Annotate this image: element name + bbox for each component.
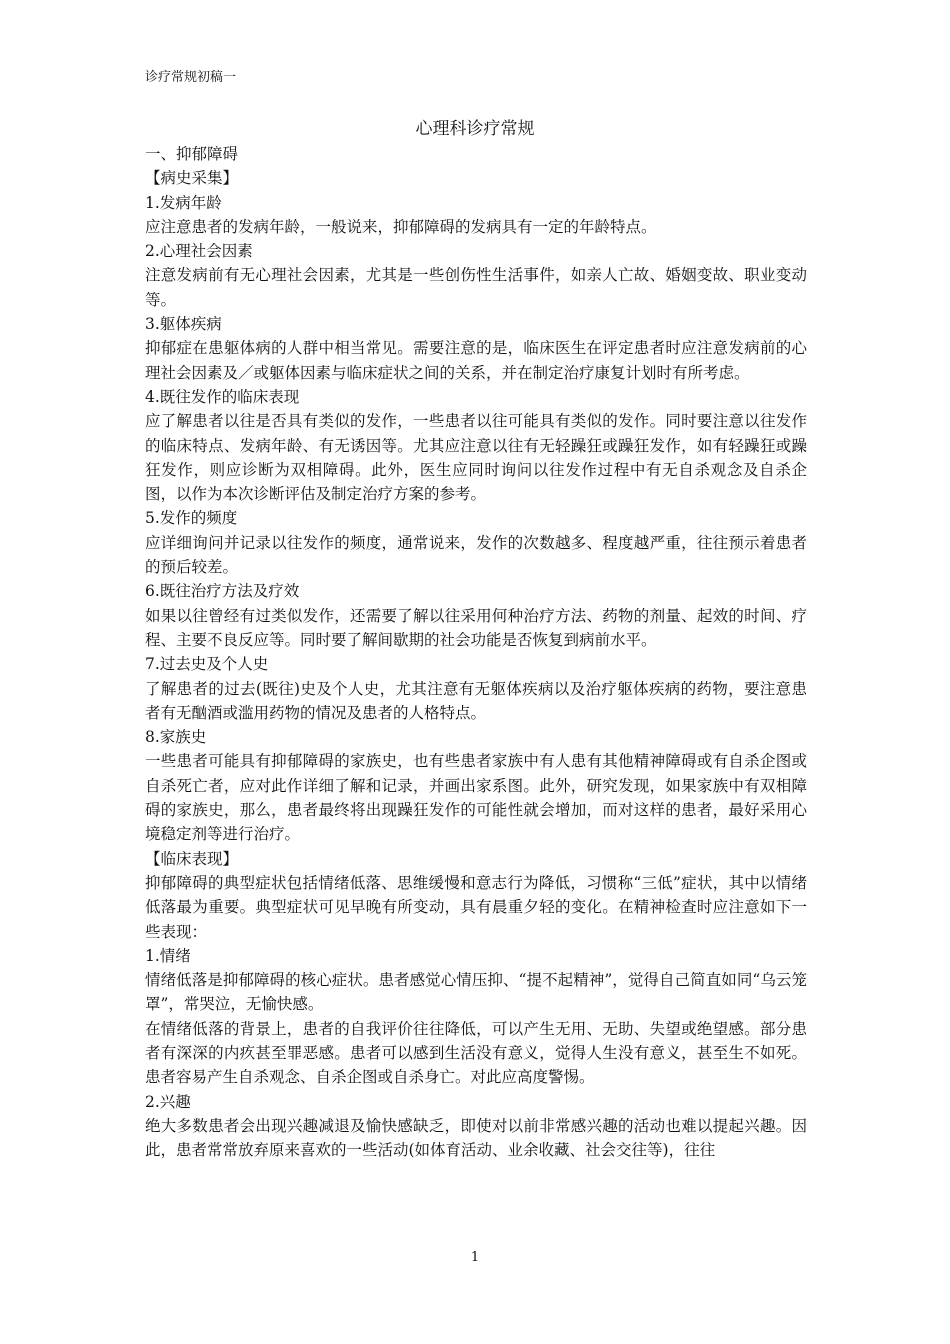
body-paragraph: 抑郁障碍的典型症状包括情绪低落、思维缓慢和意志行为降低，习惯称“三低”症状，其中以情绪低落最为重要。典型症状可见早晚有所变动，具有晨重夕轻的变化。在精神检查时应注意如下一些表现： — [145, 873, 807, 941]
body-paragraph: 情绪低落是抑郁障碍的核心症状。患者感觉心情压抑、“提不起精神”，觉得自己简直如同“乌云笼罩”，常哭泣，无愉快感。 — [145, 971, 807, 1014]
item-heading: 3.躯体疾病 — [145, 315, 222, 334]
body-paragraph: 一些患者可能具有抑郁障碍的家族史，也有些患者家族中有人患有其他精神障碍或有自杀企图或自杀死亡者，应对此作详细了解和记录，并画出家系图。此外，研究发现，如果家族中有双相障碍的家族史，那么，患者最终将出现躁狂发作的可能性就会增加，而对这样的患者，最好采用心境稳定剂等进行治疗。 — [145, 752, 807, 844]
document-body — [145, 142, 807, 1162]
body-paragraph: 了解患者的过去(既往)史及个人史，尤其注意有无躯体疾病以及治疗躯体疾病的药物，要注意患者有无酗酒或滥用药物的情况及患者的人格特点。 — [145, 679, 807, 722]
item-heading: 2.兴趣 — [145, 1092, 191, 1111]
body-paragraph: 应注意患者的发病年龄，一般说来，抑郁障碍的发病具有一定的年龄特点。 — [145, 217, 657, 236]
body-paragraph: 应了解患者以往是否具有类似的发作，一些患者以往可能具有类似的发作。同时要注意以往发作的临床特点、发病年龄、有无诱因等。尤其应注意以往有无轻躁狂或躁狂发作，如有轻躁狂或躁狂发作，则应诊断为双相障碍。此外，医生应同时询问以往发作过程中有无自杀观念及自杀企图，以作为本次诊断评估及制定治疗方案的参考。 — [145, 412, 807, 504]
item-heading: 2.心理社会因素 — [145, 242, 253, 261]
item-heading: 1.发病年龄 — [145, 193, 222, 212]
subsection-heading: 【病史采集】 — [145, 169, 239, 188]
running-header: 诊疗常规初稿一 — [145, 70, 237, 85]
body-paragraph: 注意发病前有无心理社会因素，尤其是一些创伤性生活事件，如亲人亡故、婚姻变故、职业变动等。 — [145, 266, 807, 309]
body-paragraph: 抑郁症在患躯体病的人群中相当常见。需要注意的是，临床医生在评定患者时应注意发病前的心理社会因素及／或躯体因素与临床症状之间的关系，并在制定治疗康复计划时有所考虑。 — [145, 339, 807, 382]
page-number: 1 — [470, 1250, 480, 1265]
item-heading: 6.既往治疗方法及疗效 — [145, 582, 300, 601]
body-paragraph: 如果以往曾经有过类似发作，还需要了解以往采用何种治疗方法、药物的剂量、起效的时间、疗程、主要不良反应等。同时要了解间歇期的社会功能是否恢复到病前水平。 — [145, 606, 807, 649]
item-heading: 8.家族史 — [145, 728, 207, 747]
body-paragraph: 应详细询问并记录以往发作的频度，通常说来，发作的次数越多、程度越严重，往往预示着患者的预后较差。 — [145, 533, 807, 577]
document-title: 心理科诊疗常规 — [415, 119, 535, 139]
subsection-heading: 【临床表现】 — [145, 849, 239, 868]
section-heading: 一、抑郁障碍 — [145, 145, 239, 163]
item-heading: 5.发作的频度 — [145, 509, 238, 528]
body-paragraph: 在情绪低落的背景上，患者的自我评价往往降低，可以产生无用、无助、失望或绝望感。部分患者有深深的内疚甚至罪恶感。患者可以感到生活没有意义，觉得人生没有意义，甚至生不如死。患者容易产生自杀观念、自杀企图或自杀身亡。对此应高度警惕。 — [145, 1019, 807, 1087]
item-heading: 7.过去史及个人史 — [145, 655, 269, 674]
body-paragraph: 绝大多数患者会出现兴趣减退及愉快感缺乏，即使对以前非常感兴趣的活动也难以提起兴趣。因此，患者常常放弃原来喜欢的一些活动(如体育活动、业余收藏、社会交往等)，往往 — [145, 1116, 807, 1160]
item-heading: 4.既往发作的临床表现 — [145, 387, 300, 406]
item-heading: 1.情绪 — [145, 946, 191, 965]
